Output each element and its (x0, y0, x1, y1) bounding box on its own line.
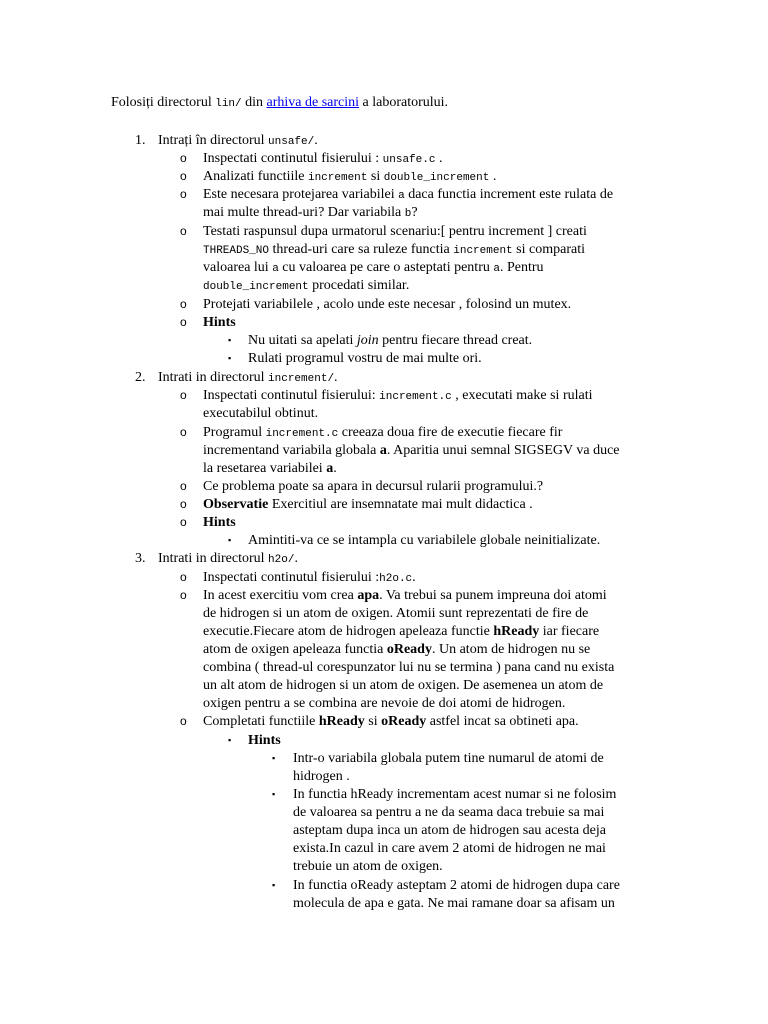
list-item (203, 168, 496, 187)
list-item-continuation (203, 259, 544, 278)
text: Rulati programul vostru de mai multe ori. (248, 351, 482, 366)
hint-item (293, 877, 620, 894)
text: executabilul obtinut. (203, 406, 319, 421)
text: . Va trebui sa punem impreuna doi atomi (379, 588, 607, 603)
text: oReady (386, 642, 432, 657)
list-item (203, 569, 416, 588)
square-bullet-icon: ▪ (272, 753, 276, 763)
list-item-continuation (203, 204, 418, 223)
text: Intr-o variabila globala putem tine numarul de atomi de (293, 751, 604, 766)
text: Este necesara protejarea variabilei (203, 187, 399, 202)
text: , executati make si rulati (451, 388, 593, 403)
hint-item (248, 350, 482, 367)
list-item-continuation (203, 241, 585, 260)
circle-bullet-icon: o (180, 479, 187, 493)
code-text: unsafe.c (382, 154, 436, 166)
code-text: h2o/ (268, 554, 295, 566)
text: Completati functiile (203, 714, 319, 729)
text: . Aparitia unui semnal SIGSEGV va duce (386, 443, 620, 458)
text: Analizati functiile (203, 169, 308, 184)
hint-item-continuation (293, 804, 604, 821)
circle-bullet-icon: o (180, 497, 187, 511)
hints-heading (203, 314, 236, 331)
text: Inspectati continutul fisierului : (203, 570, 380, 585)
hint-item (248, 332, 532, 349)
text: exista.In cazul in care avem 2 atomi de hidrogen ne mai (293, 841, 606, 856)
intro-paragraph (111, 94, 448, 113)
text: Hints (248, 733, 281, 748)
text: Intrati in directorul (158, 551, 269, 566)
list-item-continuation (203, 677, 603, 694)
text: creeaza doua fire de executie fiecare fir (338, 425, 563, 440)
text: mai multe thread-uri? Dar variabila (203, 205, 405, 220)
code-text: a (272, 263, 279, 275)
circle-bullet-icon: o (180, 515, 187, 529)
text: hReady (318, 714, 365, 729)
list-item-continuation (203, 277, 409, 296)
text: thread-uri care sa ruleze functia (269, 242, 454, 257)
code-text: increment (453, 245, 513, 257)
text: iar fiecare (539, 624, 600, 639)
list-item-continuation (203, 405, 318, 422)
text: combina ( thread-ul corespunzator lui nu se termina ) pana cand nu exista (203, 660, 615, 675)
text: executie.Fiecare atom de hidrogen apeleaza functie (203, 624, 494, 639)
list-item (203, 478, 543, 495)
hint-item-continuation (293, 768, 350, 785)
list-item-continuation (203, 623, 599, 640)
text: Exercitiul are insemnatate mai mult didactica . (268, 497, 533, 512)
text: si (364, 714, 382, 729)
hint-item (248, 532, 600, 549)
circle-bullet-icon: o (180, 714, 187, 728)
text: Intrați în directorul (158, 133, 269, 148)
hint-item (293, 786, 616, 803)
square-bullet-icon: ▪ (228, 735, 232, 745)
hint-item-continuation (293, 858, 443, 875)
dir-name: lin/ (215, 98, 242, 110)
square-bullet-icon: ▪ (272, 880, 276, 890)
section-3-title (158, 550, 298, 569)
text: de valoarea sa pentru a ne da seama daca trebuie sa mai (293, 805, 605, 820)
text: de hidrogen si un atom de oxigen. Atomii sunt reprezentati de fire de (203, 606, 589, 621)
text: hReady (493, 624, 540, 639)
list-item-continuation (203, 641, 590, 658)
text: valoarea lui (203, 260, 273, 275)
text: In functia oReady asteptam 2 atomi de hidrogen dupa care (293, 878, 620, 893)
text: pentru fiecare thread creat. (378, 333, 533, 348)
text: Hints (203, 315, 236, 330)
text: a (326, 461, 334, 476)
code-text: increment/ (268, 373, 335, 385)
text: molecula de apa e gata. Ne mai ramane doar sa afisam un (293, 896, 615, 911)
list-item-continuation (203, 460, 337, 477)
list-item (203, 424, 562, 443)
hint-item-continuation (293, 840, 606, 857)
list-number: 3. (135, 551, 146, 566)
text: . (334, 370, 338, 385)
list-item-continuation (203, 659, 614, 676)
circle-bullet-icon: o (180, 570, 187, 584)
text: si comparati (512, 242, 585, 257)
list-item-continuation (203, 605, 588, 622)
text: Ce problema poate sa apara in decursul rularii programului.? (203, 479, 544, 494)
text: Hints (203, 515, 236, 530)
list-number: 2. (135, 370, 146, 385)
list-item (203, 186, 613, 205)
circle-bullet-icon: o (180, 425, 187, 439)
task-archive-link[interactable]: arhiva de sarcini (266, 95, 360, 110)
intro-text: Folosiți directorul (111, 95, 216, 110)
text: . Un atom de hidrogen nu se (431, 642, 591, 657)
text: trebuie un atom de oxigen. (293, 859, 443, 874)
list-item-continuation (203, 695, 565, 712)
text: Protejati variabilele , acolo unde este necesar , folosind un mutex. (203, 297, 572, 312)
text: Observatie (203, 497, 269, 512)
list-item (203, 296, 571, 313)
text: Testati raspunsul dupa urmatorul scenariu:[ pentru increment ] creati (203, 224, 587, 239)
hints-heading (248, 732, 281, 749)
code-text: increment.c (265, 428, 339, 440)
text: incrementand variabila globala (203, 443, 380, 458)
text: In acest exercitiu vom crea (203, 588, 358, 603)
list-item (203, 387, 593, 406)
list-item (203, 713, 579, 730)
text: . (314, 133, 318, 148)
square-bullet-icon: ▪ (272, 789, 276, 799)
text: procedati similar. (308, 278, 410, 293)
text: ? (411, 205, 418, 220)
code-text: h2o.c (379, 573, 413, 585)
hint-item (293, 750, 604, 767)
intro-text: a laboratorului. (359, 95, 449, 110)
section-1-title (158, 132, 318, 151)
code-text: b (404, 208, 412, 220)
list-item (203, 587, 607, 604)
text: join (356, 333, 379, 348)
text: astfel incat sa obtineti apa. (426, 714, 579, 729)
text: Inspectati continutul fisierului : (203, 151, 383, 166)
circle-bullet-icon: o (180, 151, 187, 165)
text: a (379, 443, 387, 458)
circle-bullet-icon: o (180, 297, 187, 311)
text: . Pentru (499, 260, 544, 275)
list-item (203, 223, 587, 240)
text: cu valoarea pe care o asteptati pentru (278, 260, 494, 275)
circle-bullet-icon: o (180, 315, 187, 329)
code-text: unsafe/ (268, 136, 315, 148)
code-text: a (493, 263, 500, 275)
code-text: double_increment (383, 172, 490, 184)
text: daca functia increment este rulata de (404, 187, 614, 202)
text: la resetarea variabilei (203, 461, 327, 476)
list-item (203, 150, 442, 169)
square-bullet-icon: ▪ (228, 535, 232, 545)
circle-bullet-icon: o (180, 187, 187, 201)
circle-bullet-icon: o (180, 588, 187, 602)
text: Nu uitati sa apelati (248, 333, 357, 348)
section-2-title (158, 369, 338, 388)
code-text: double_increment (203, 281, 309, 293)
hint-item-continuation (293, 895, 615, 912)
text: hidrogen . (293, 769, 350, 784)
text: si (367, 169, 384, 184)
text: . (294, 551, 298, 566)
text: In functia hReady incrementam acest numar si ne folosim (293, 787, 617, 802)
text: Intrati in directorul (158, 370, 269, 385)
intro-text: din (241, 95, 267, 110)
text: . (412, 570, 416, 585)
code-text: THREADS_NO (203, 245, 270, 257)
square-bullet-icon: ▪ (228, 353, 232, 363)
hint-item-continuation (293, 822, 606, 839)
code-text: increment.c (379, 391, 452, 403)
text: . (435, 151, 443, 166)
hints-heading (203, 514, 236, 531)
text: asteptam dupa inca un atom de hidrogen sau acesta deja (293, 823, 606, 838)
code-text: a (398, 190, 405, 202)
text: Inspectati continutul fisierului: (203, 388, 380, 403)
text: oxigen pentru a se combina are nevoie de doi atomi de hidrogen. (203, 696, 566, 711)
text: apa (357, 588, 380, 603)
text: . (333, 461, 337, 476)
list-number: 1. (135, 133, 146, 148)
text: oReady (381, 714, 427, 729)
circle-bullet-icon: o (180, 388, 187, 402)
list-item-continuation (203, 442, 620, 459)
square-bullet-icon: ▪ (228, 335, 232, 345)
text: . (489, 169, 497, 184)
code-text: increment (307, 172, 368, 184)
circle-bullet-icon: o (180, 169, 187, 183)
text: un alt atom de hidrogen si un atom de oxigen. De asemenea un atom de (203, 678, 604, 693)
circle-bullet-icon: o (180, 224, 187, 238)
text: atom de oxigen apeleaza functia (203, 642, 387, 657)
text: Amintiti-va ce se intampla cu variabilele globale neinitializate. (248, 533, 601, 548)
list-item (203, 496, 533, 513)
text: Programul (203, 425, 266, 440)
